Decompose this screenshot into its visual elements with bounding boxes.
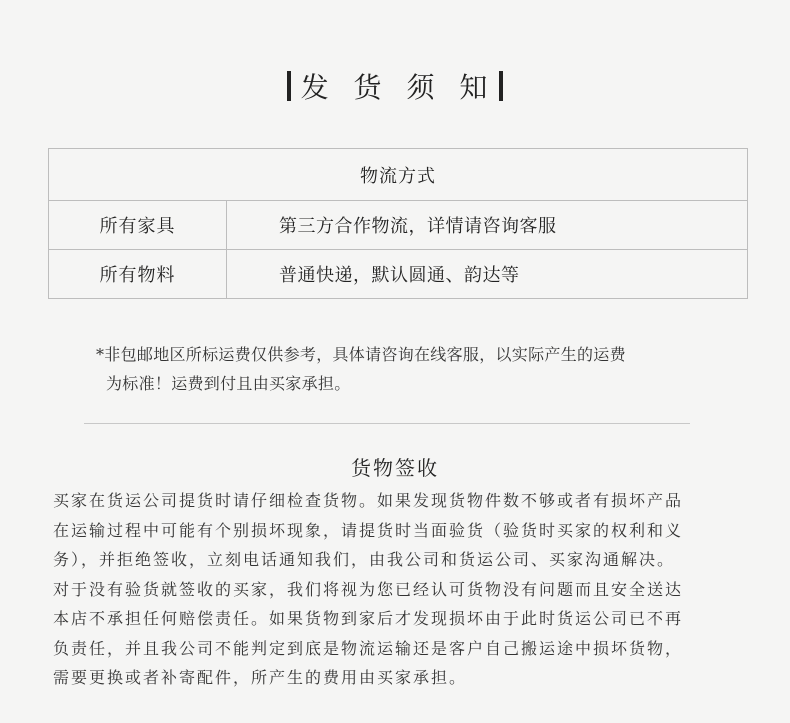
shipping-fee-note <box>96 340 716 398</box>
section-divider <box>84 423 690 424</box>
note-line-1: *非包邮地区所标运费仅供参考，具体请咨询在线客服，以实际产生的运费 <box>96 345 626 364</box>
notice-title-wrap <box>0 66 790 106</box>
note-line-2: 为标准！运费到付且由买家承担。 <box>106 374 351 393</box>
row-value-furniture: 第三方合作物流，详情请咨询客服 <box>227 201 748 250</box>
paragraph-line: 在运输过程中可能有个别损坏现象，请提货时当面验货（验货时买家的权利和义 <box>53 520 684 540</box>
paragraph-line: 本店不承担任何赔偿责任。如果货物到家后才发现损坏由于此时货运公司已不再 <box>53 609 684 628</box>
paragraph-line: 负责任，并且我公司不能判定到底是物流运输还是客户自己搬运途中损坏货物， <box>53 638 684 658</box>
table-row <box>49 250 748 299</box>
row-value-materials: 普通快递，默认圆通、韵达等 <box>227 250 748 299</box>
notice-title-text: 发 货 须 知 <box>300 71 496 104</box>
shipping-table-header: 物流方式 <box>49 149 748 201</box>
paragraph-line: 对于没有验货就签收的买家，我们将视为您已经认可货物没有问题而且安全送达 <box>53 579 684 599</box>
receipt-section-title: 货物签收 <box>351 456 439 480</box>
paragraph-line: 需要更换或者补寄配件，所产生的费用由买家承担。 <box>53 668 468 687</box>
row-label-furniture: 所有家具 <box>49 201 227 250</box>
notice-title <box>277 66 514 106</box>
title-left-bar <box>287 71 291 101</box>
receipt-paragraph <box>53 486 743 693</box>
paragraph-line: 买家在货运公司提货时请仔细检查货物。如果发现货物件数不够或者有损坏产品 <box>53 491 684 510</box>
paragraph-line: 务），并拒绝签收，立刻电话通知我们，由我公司和货运公司、买家沟通解决。 <box>53 550 676 569</box>
shipping-method-table <box>48 148 748 299</box>
title-right-bar <box>499 71 503 101</box>
row-label-materials: 所有物料 <box>49 250 227 299</box>
table-row <box>49 201 748 250</box>
